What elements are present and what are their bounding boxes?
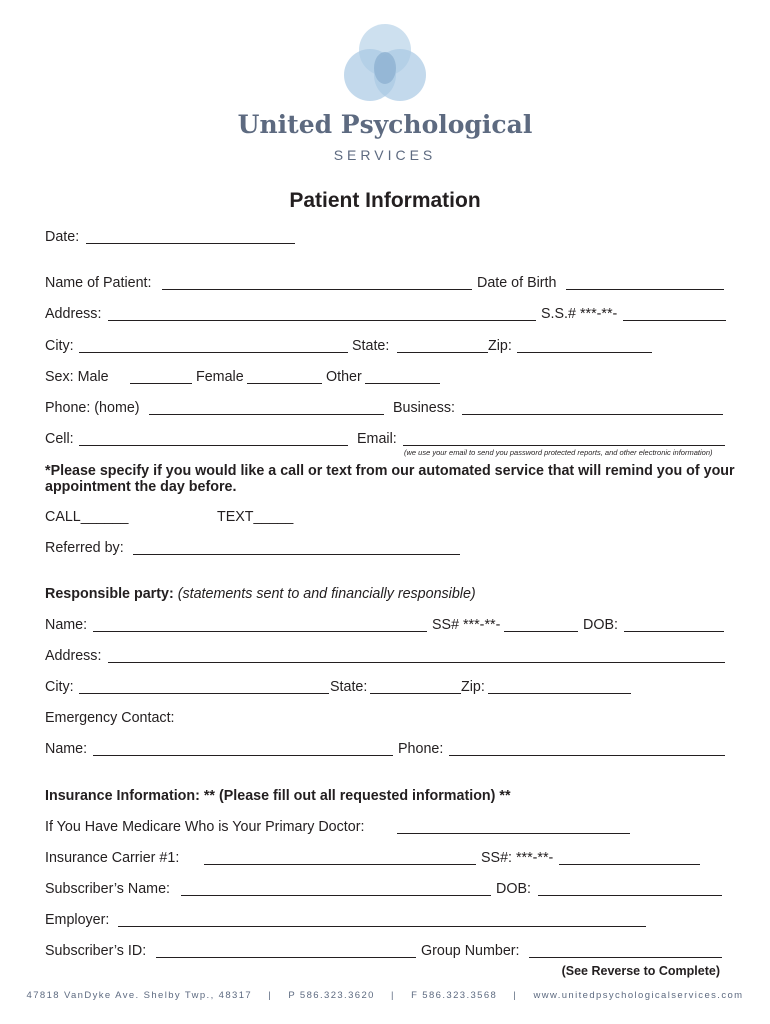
ins-ss-field[interactable] — [559, 864, 700, 865]
ins-ss-label: SS#: ***-**- — [481, 850, 554, 866]
ec-phone-label: Phone: — [398, 741, 444, 757]
carrier-field[interactable] — [204, 864, 476, 865]
ss-label: S.S.# ***-**- — [541, 306, 618, 322]
insurance-heading: Insurance Information: ** (Please fill out all requested information) ** — [45, 788, 511, 804]
zip-field[interactable] — [517, 352, 652, 353]
responsible-party-label: Responsible party: — [45, 586, 174, 602]
rp-name-field[interactable] — [93, 631, 427, 632]
state-field[interactable] — [397, 352, 488, 353]
emergency-contact-label: Emergency Contact: — [45, 710, 175, 726]
rp-city-label: City: — [45, 679, 74, 695]
group-number-label: Group Number: — [421, 943, 520, 959]
date-of-birth-field[interactable] — [566, 289, 724, 290]
address-label: Address: — [45, 306, 102, 322]
rp-dob-field[interactable] — [624, 631, 724, 632]
rp-city-field[interactable] — [79, 693, 329, 694]
brand-sub: SERVICES — [333, 147, 437, 163]
rp-ss-label: SS# ***-**- — [432, 617, 501, 633]
footer-fax: F 586.323.3568 — [411, 990, 498, 1001]
page-title: Patient Information — [289, 189, 481, 212]
employer-field[interactable] — [118, 926, 646, 927]
cell-label: Cell: — [45, 431, 74, 447]
footer-separator: | — [391, 990, 395, 1001]
referred-by-field[interactable] — [133, 554, 460, 555]
subscriber-id-label: Subscriber’s ID: — [45, 943, 147, 959]
sub-dob-field[interactable] — [538, 895, 722, 896]
logo-icon — [340, 20, 430, 106]
email-note: (we use your email to send you password protected reports, and other electronic information) — [404, 448, 713, 457]
sex-male-label: Sex: Male — [45, 369, 109, 385]
rp-address-field[interactable] — [108, 662, 725, 663]
date-label: Date: — [45, 229, 80, 245]
business-field[interactable] — [462, 414, 723, 415]
subscriber-name-label: Subscriber’s Name: — [45, 881, 171, 897]
state-label: State: — [352, 338, 390, 354]
business-label: Business: — [393, 400, 455, 416]
zip-label: Zip: — [488, 338, 512, 354]
female-field[interactable] — [247, 383, 322, 384]
rp-ss-field[interactable] — [504, 631, 578, 632]
carrier-label: Insurance Carrier #1: — [45, 850, 180, 866]
phone-home-field[interactable] — [149, 414, 384, 415]
footer-address: 47818 VanDyke Ave. Shelby Twp., 48317 — [26, 990, 253, 1001]
email-label: Email: — [357, 431, 397, 447]
other-label: Other — [326, 369, 362, 385]
patient-name-field[interactable] — [162, 289, 472, 290]
responsible-party-note: (statements sent to and financially responsible) — [177, 586, 476, 602]
male-field[interactable] — [130, 383, 192, 384]
city-field[interactable] — [79, 352, 348, 353]
text-option[interactable]: TEXT_____ — [217, 509, 294, 525]
ss-field[interactable] — [623, 320, 726, 321]
female-label: Female — [196, 369, 244, 385]
rp-dob-label: DOB: — [583, 617, 618, 633]
rp-name-label: Name: — [45, 617, 88, 633]
employer-label: Employer: — [45, 912, 110, 928]
city-label: City: — [45, 338, 74, 354]
rp-state-field[interactable] — [370, 693, 461, 694]
call-option[interactable]: CALL______ — [45, 509, 129, 525]
sub-dob-label: DOB: — [496, 881, 531, 897]
footer-separator: | — [268, 990, 273, 1001]
ec-name-field[interactable] — [93, 755, 393, 756]
rp-zip-field[interactable] — [488, 693, 631, 694]
date-field[interactable] — [86, 243, 295, 244]
footer — [0, 990, 770, 1001]
other-field[interactable] — [365, 383, 440, 384]
ec-name-label: Name: — [45, 741, 88, 757]
referred-by-label: Referred by: — [45, 540, 124, 556]
date-of-birth-label: Date of Birth — [477, 275, 557, 291]
group-number-field[interactable] — [529, 957, 722, 958]
phone-home-label: Phone: (home) — [45, 400, 140, 416]
rp-state-label: State: — [330, 679, 368, 695]
brand-name: United Psychological — [237, 110, 533, 139]
footer-phone: P 586.323.3620 — [288, 990, 375, 1001]
rp-zip-label: Zip: — [461, 679, 485, 695]
footer-website-link[interactable]: www.unitedpsychologicalservices.com — [533, 990, 744, 1001]
name-of-patient-label: Name of Patient: — [45, 275, 152, 291]
subscriber-id-field[interactable] — [156, 957, 416, 958]
see-reverse-note: (See Reverse to Complete) — [561, 964, 720, 978]
reminder-text: *Please specify if you would like a call or text from our automated service that will remind you of your appointment the day before. — [45, 463, 735, 495]
medicare-field[interactable] — [397, 833, 630, 834]
rp-address-label: Address: — [45, 648, 102, 664]
ec-phone-field[interactable] — [449, 755, 725, 756]
footer-separator: | — [513, 990, 518, 1001]
medicare-label: If You Have Medicare Who is Your Primary Doctor: — [45, 819, 365, 835]
email-field[interactable] — [403, 445, 725, 446]
cell-field[interactable] — [79, 445, 348, 446]
subscriber-name-field[interactable] — [181, 895, 491, 896]
address-field[interactable] — [108, 320, 536, 321]
responsible-party-heading — [45, 585, 476, 603]
